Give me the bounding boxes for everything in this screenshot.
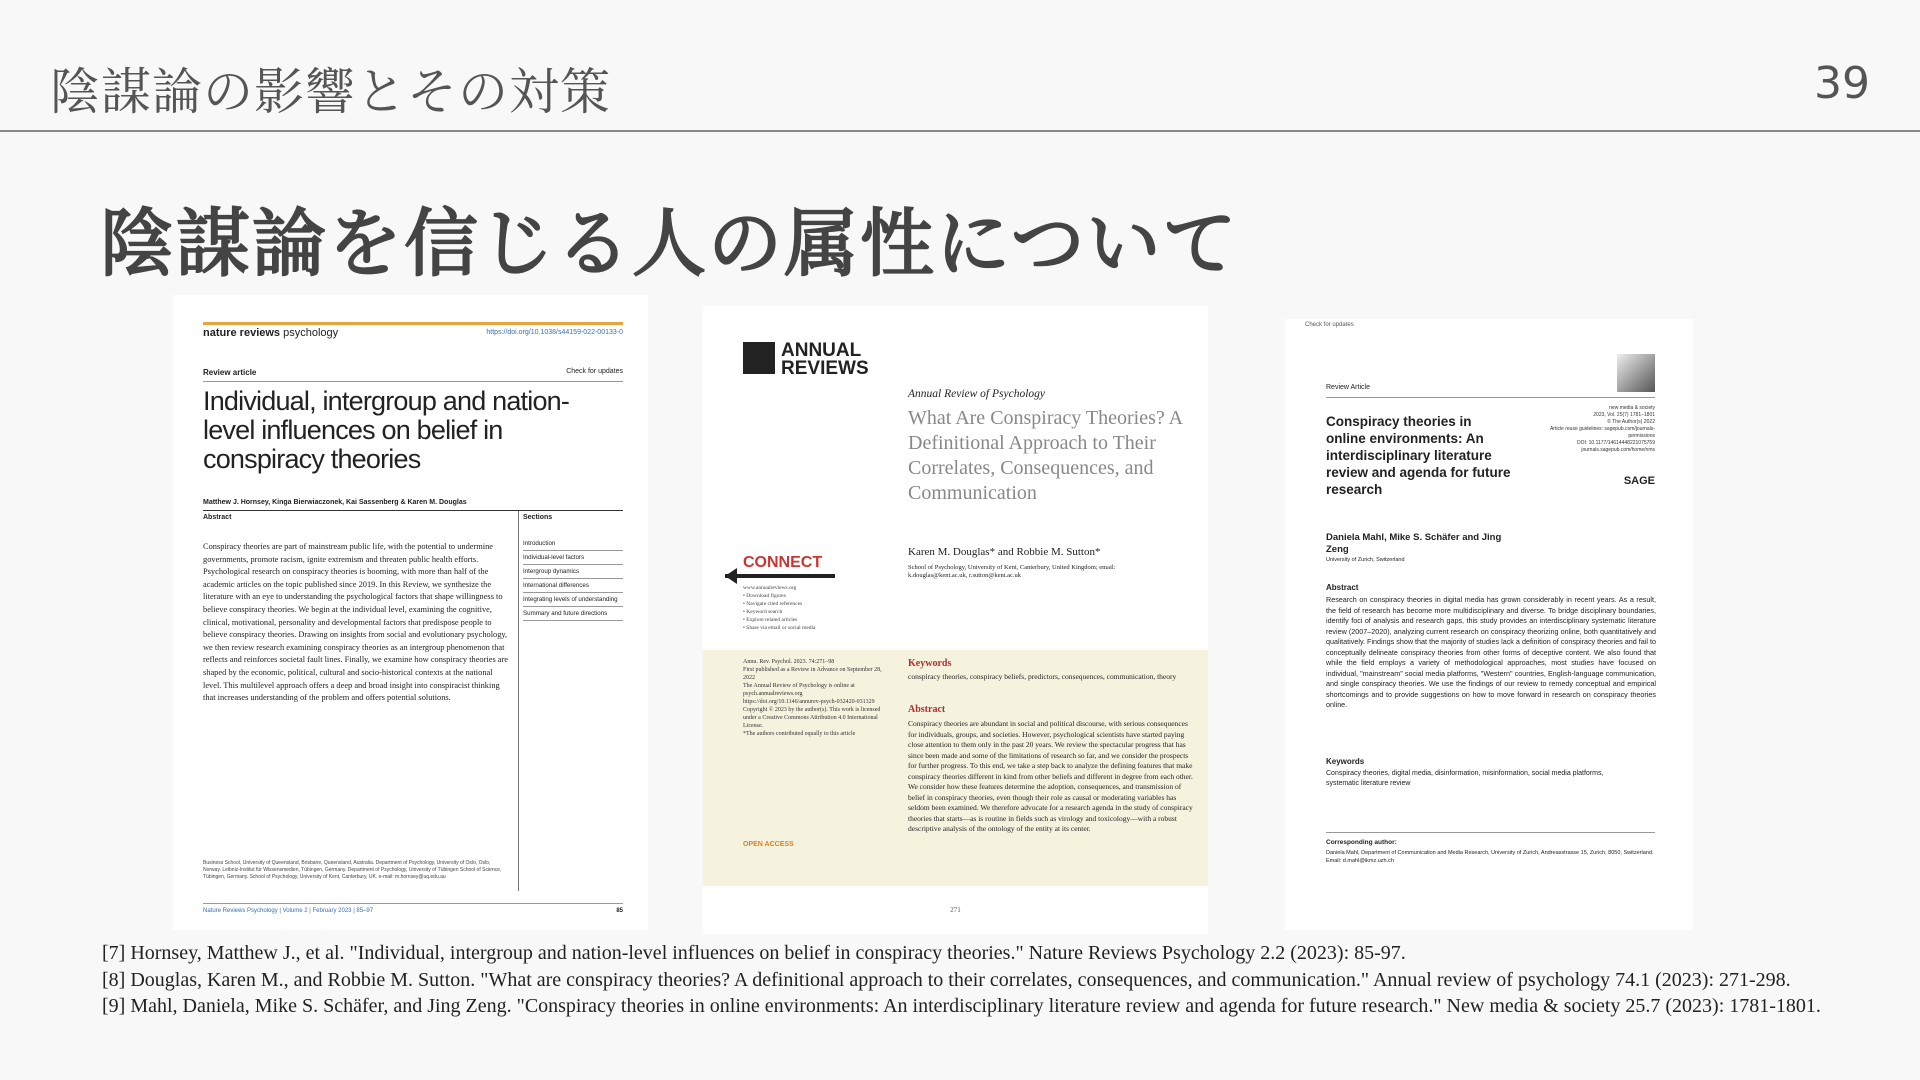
paper-authors: Karen M. Douglas* and Robbie M. Sutton* xyxy=(908,546,1101,558)
paper-title: Conspiracy theories in online environments: An interdisciplinary literature review and agenda for future research xyxy=(1326,414,1511,497)
section-item: Introduction xyxy=(523,537,623,551)
connect-list: www.annualreviews.org • Download figures • Navigate cited references • Keyword search • Explore related articles • Share via email or social media xyxy=(743,585,816,631)
paper-title: What Are Conspiracy Theories? A Definitional Approach to Their Correlates, Consequences, and Communication xyxy=(908,407,1183,504)
abstract-heading: Abstract xyxy=(203,514,232,521)
check-updates: Check for updates xyxy=(566,368,623,375)
header-title: 陰謀論の影響とその対策 xyxy=(50,63,611,121)
abstract-text: Research on conspiracy theories in digital media has grown considerably in recent years. As a result, the field of research has become more multidisciplinary and diverse. To bridge disciplinary boundaries, identify foci of analysis and research gaps, this study provides an interdisciplinary systematic literature review (2007–2020), analyzing current research on conspiracy theorizing online, both quantitatively and qualitatively. Findings show that the majority of studies lack a definition of conspiracy theories and fail to conceptually delineate conspiracy theories from other forms of deceptive content. We also found that while the field employs a variety of methodological approaches, most studies have focused on individual, "mainstream" social media platforms, "Western" countries, English-language communication, and single conspiracy theories. We use the findings of our review to remedy conceptual and empirical shortcomings and to provide suggestions on how to move forward in research on conspiracy theories online. xyxy=(1326,595,1656,709)
check-updates: Check for updates xyxy=(1305,322,1354,328)
keywords-heading: Keywords xyxy=(1326,757,1365,766)
paper-image-mahl xyxy=(1285,319,1693,930)
abstract-text: Conspiracy theories are part of mainstream public life, with the potential to undermine governments, promote racism, ignite extremism and threaten public health efforts. Psychological research on conspiracy theories is booming, with more than half of the academic articles on the topic published since 2019. In this Review, we synthesize the literature with an eye to understanding the psychological factors that shape willingness to believe conspiracy theories. We begin at the individual level, examining the cognitive, clinical, motivational, personality and developmental factors that predispose people to believe conspiracy theories. Drawing on insights from social and evolutionary psychology, we then review research examining conspiracy theories as an intergroup phenomenon that reflects and reinforces societal fault lines. Finally, we examine how conspiracy theories are shaped by the economic, political, cultural and socio-historical contexts at the national level. This multilevel approach offers a deep and broad insight into conspiracist thinking that increases understanding of the problem and offers potential solutions. xyxy=(203,542,509,703)
sections-heading: Sections xyxy=(523,514,553,521)
references xyxy=(102,940,1822,1020)
abstract-text: Conspiracy theories are abundant in social and political discourse, with serious consequences for individuals, groups, and societies. However, psychological scientists have started paying close attention to them only in the past 20 years. We review the spectacular progress that has since been made and some of the limitations of research so far, and we consider the prospects for further progress. To this end, we take a step back to analyze the defining features that make conspiracy theories different in kind from other beliefs and different in degree from each other. We consider how these features determine the adoption, consequences, and transmission of belief in conspiracy theories, even though their role as causal or moderating variables has seldom been examined. We therefore advocate for a research agenda in the study of conspiracy theories that starts—as is routine in fields such as virology and toxicology—with a robust descriptive analysis of the ontology of the entity at its center. xyxy=(908,719,1193,833)
paper-image-douglas xyxy=(703,306,1208,934)
divider xyxy=(1326,397,1655,398)
paper-title: Individual, intergroup and nation-level influences on belief in conspiracy theories xyxy=(203,386,570,474)
slide-heading: 陰謀論を信じる人の属性について xyxy=(100,201,1239,287)
article-type: Review Article xyxy=(1326,384,1370,391)
doi-link: https://doi.org/10.1038/s44159-022-00133-0 xyxy=(486,329,623,336)
section-item: Individual-level factors xyxy=(523,551,623,565)
divider xyxy=(203,381,623,382)
reference-item: [8] Douglas, Karen M., and Robbie M. Sutton. "What are conspiracy theories? A definitional approach to their correlates, consequences, and communication." Annual review of psychology 74.1 (2023): 271-298. xyxy=(102,968,1791,991)
keywords-heading: Keywords xyxy=(908,658,952,669)
section-item: Intergroup dynamics xyxy=(523,565,623,579)
section-item: Integrating levels of understanding xyxy=(523,593,623,607)
keywords: conspiracy theories, conspiracy beliefs, predictors, consequences, communication, theory xyxy=(908,672,1177,681)
connect-label: CONNECT xyxy=(743,554,823,571)
reference-item: [9] Mahl, Daniela, Mike S. Schäfer, and Jing Zeng. "Conspiracy theories in online environments: An interdisciplinary literature review and agenda for future research." New media & society 25.7 (2023): 1781-1801. xyxy=(102,995,1821,1017)
journal-name: Annual Review of Psychology xyxy=(908,388,1046,400)
keywords: Conspiracy theories, digital media, disinformation, misinformation, social media platforms, systematic literature review xyxy=(1326,770,1604,787)
paper-authors: Matthew J. Hornsey, Kinga Bierwiaczonek, Kai Sassenberg & Karen M. Douglas xyxy=(203,499,467,506)
corresponding-heading: Corresponding author: xyxy=(1326,839,1397,846)
abstract-heading: Abstract xyxy=(908,704,946,715)
article-type: Review article xyxy=(203,368,257,377)
publication-meta: Annu. Rev. Psychol. 2023. 74:271–98 First published as a Review in Advance on September 28, 2022 The Annual Review of Psychology is online at psych.annualreviews.org https://doi.org/10.1146/annurev-psych-032420-031329 Copyright © 2023 by the author(s). This work is licensed under a Creative Commons Attribution 4.0 International License. *The authors contributed equally to this article xyxy=(743,659,882,737)
column-divider xyxy=(518,511,519,891)
page-number: 39 xyxy=(1814,58,1870,109)
divider xyxy=(203,903,623,904)
sections-list xyxy=(523,537,623,621)
accent-bar xyxy=(203,322,623,325)
divider xyxy=(1326,832,1655,833)
corresponding-author: Daniela Mahl, Department of Communication and Media Research, University of Zurich, Andreasstrasse 15, Zurich, 8050, Switzerland. Email: d.mahl@ikmz.uzh.ch xyxy=(1326,850,1654,864)
reference-item: [7] Hornsey, Matthew J., et al. "Individual, intergroup and nation-level influences on belief in conspiracy theories." Nature Reviews Psychology 2.2 (2023): 85-97. xyxy=(102,942,1406,964)
journal-cover-thumbnail xyxy=(1617,354,1655,392)
divider xyxy=(203,510,623,511)
affiliation: School of Psychology, University of Kent, Canterbury, United Kingdom; email: k.douglas@kent.ac.uk, r.sutton@kent.ac.uk xyxy=(908,564,1116,579)
slide-header xyxy=(0,0,1920,132)
page-number: 271 xyxy=(950,906,961,914)
footnote: Business School, University of Queensland, Brisbane, Queensland, Australia. Department of Psychology, University of Oslo, Oslo, Norway. Leibniz-Institut für Wissensmedien, Tübingen, Germany. Department of Psychology, University of Tübingen School of Science, Tübingen, Germany. School of Psychology, University of Kent, Canterbury, UK. e-mail: m.hornsey@uq.edu.au xyxy=(203,860,502,880)
publisher-logo-text: ANNUAL REVIEWS xyxy=(781,340,869,379)
page-footer: Nature Reviews Psychology | Volume 2 | February 2023 | 85–97 xyxy=(203,908,374,914)
publication-meta: new media & society 2023, Vol. 25(7) 1781–1801 © The Author(s) 2022 Article reuse guidelines: sagepub.com/journals-permissions DOI: 10.1177/14614448221075759 journals.sagepub.com/home/nms xyxy=(1549,405,1655,453)
affiliation: University of Zurich, Switzerland xyxy=(1326,557,1405,563)
annual-reviews-logo-icon xyxy=(743,342,775,374)
publisher-logo: SAGE xyxy=(1623,475,1655,487)
abstract-heading: Abstract xyxy=(1326,583,1359,592)
section-item: International differences xyxy=(523,579,623,593)
section-item: Summary and future directions xyxy=(523,607,623,621)
paper-image-hornsey xyxy=(173,295,648,930)
page-number: 85 xyxy=(616,908,623,914)
arrow-shaft xyxy=(725,574,835,578)
journal-name: nature reviews psychology xyxy=(203,327,339,339)
paper-authors: Daniela Mahl, Mike S. Schäfer and Jing Zeng xyxy=(1326,532,1502,555)
open-access-badge: OPEN ACCESS xyxy=(743,841,794,848)
